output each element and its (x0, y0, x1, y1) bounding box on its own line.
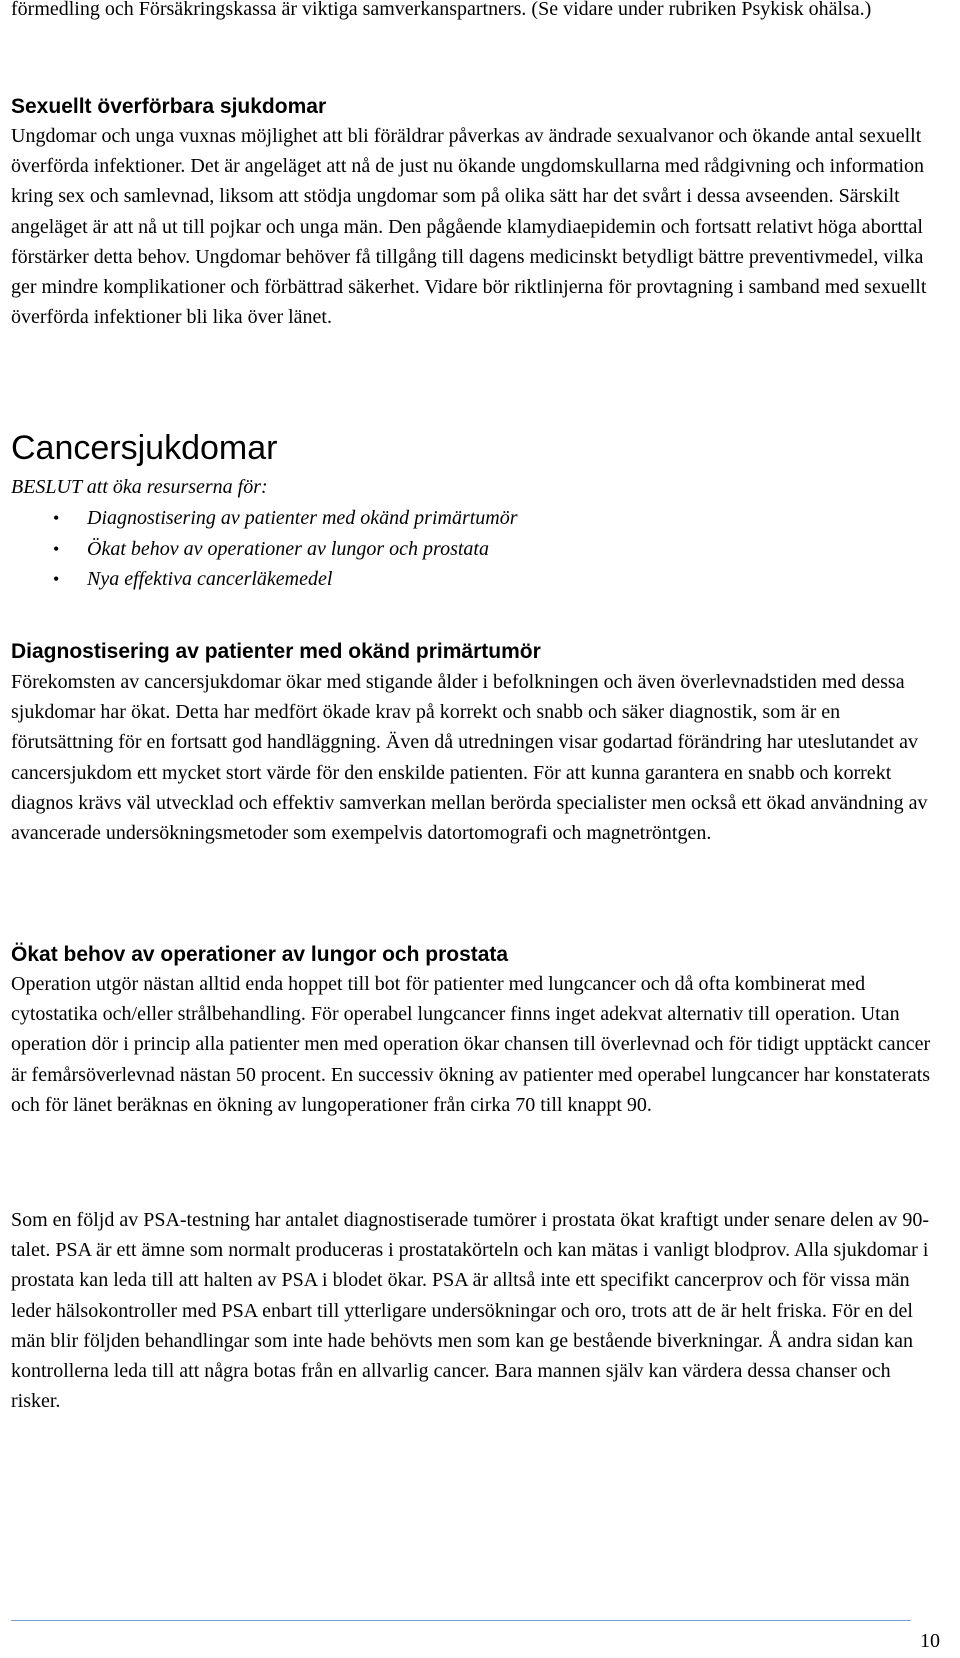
decision-item-label: Ökat behov av operationer av lungor och prostata (87, 537, 489, 560)
bullet-icon: • (53, 569, 60, 589)
list-item (11, 503, 939, 534)
page-number: 10 (920, 1630, 940, 1652)
decision-list (11, 503, 939, 595)
bullet-icon: • (53, 538, 60, 559)
list-item (11, 564, 939, 595)
intro-paragraph: förmedling och Försäkringskassa är viktiga samverkanspartners. (Se vidare under rubriken Psykisk ohälsa.) (11, 0, 872, 20)
operations-paragraph-2: Som en följd av PSA-testning har antalet diagnostiserade tumörer i prostata ökat kraftigt under senare delen av 90-talet. PSA är ett ämne som normalt produceras i prostatakörteln och kan mätas i vanligt blodprov. Alla sjukdomar i prostata kan leda till att halten av PSA i blodet ökar. PSA är alltså inte ett specifikt cancerprov och för vissa män leder hälsokontroller med PSA enbart till ytterligare undersökningar och oro, trots att de är helt friska. För en del män blir följden behandlingar som inte hade behövts men som kan ge bestående biverkningar. Å andra sidan kan kontrollerna leda till att några botas från en allvarlig cancer. Bara mannen själv kan värdera dessa chanser och risker. (11, 1209, 930, 1413)
sti-paragraph: Ungdomar och unga vuxnas möjlighet att bli föräldrar påverkas av ändrade sexualvanor och ökande antal sexuellt överförda infektioner. Det är angeläget att nå de just nu ökande ungdomskullarna med rådgivning och information kring sex och samlevnad, liksom att stödja ungdomar som på olika sätt har det svårt i dessa avseenden. Särskilt angeläget är att nå ut till pojkar och unga män. Den pågående klamydiaepidemin och fortsatt relativt höga aborttal förstärker detta behov. Ungdomar behöver få tillgång till dagens medicinskt betydligt bättre preventivmedel, vilka ger mindre komplikationer och förbättrad säkerhet. Vidare bör riktlinjerna för provtagning i samband med sexuellt överförda infektioner bli lika över länet. (11, 125, 927, 329)
diagnosis-heading: Diagnostisering av patienter med okänd primärtumör (11, 640, 541, 663)
sti-heading: Sexuellt överförbara sjukdomar (11, 95, 327, 118)
diagnosis-paragraph: Förekomsten av cancersjukdomar ökar med stigande ålder i befolkningen och även överlevnadstiden med dessa sjukdomar har ökat. Detta har medfört ökade krav på korrekt och snabb och säker diagnostik, som är en förutsättning för en fortsatt god handläggning. Även då utredningen visar godartad förändring har uteslutandet av cancersjukdom ett mycket stort värde för den enskilde patienten. För att kunna garantera en snabb och korrekt diagnos krävs väl utvecklad och effektiv samverkan mellan berörda specialister men också ett ökad användning av avancerade undersökningsmetoder som exempelvis datortomografi och magnetröntgen. (11, 671, 928, 845)
footer-rule (11, 1620, 911, 1621)
cancer-heading: Cancersjukdomar (11, 429, 278, 467)
operations-paragraph-1: Operation utgör nästan alltid enda hoppet till bot för patienter med lungcancer och då ofta kombinerat med cytostatika och/eller strålbehandling. För operabel lungcancer finns inget adekvat alternativ till operation. Utan operation dör i princip alla patienter men med operation ökar chansen till överlevnad och för tidigt upptäckt cancer är femårsöverlevnad nästan 50 procent. En successiv ökning av patienter med operabel lungcancer har konstaterats och för länet beräknas en ökning av lungoperationer från cirka 70 till knappt 90. (11, 973, 931, 1116)
decision-item-label: Nya effektiva cancerläkemedel (87, 568, 333, 590)
list-item (11, 534, 939, 565)
operations-heading: Ökat behov av operationer av lungor och prostata (11, 943, 509, 966)
decision-item-label: Diagnostisering av patienter med okänd primärtumör (87, 507, 518, 529)
bullet-icon: • (53, 508, 60, 528)
decision-intro: BESLUT att öka resurserna för: (11, 476, 268, 498)
